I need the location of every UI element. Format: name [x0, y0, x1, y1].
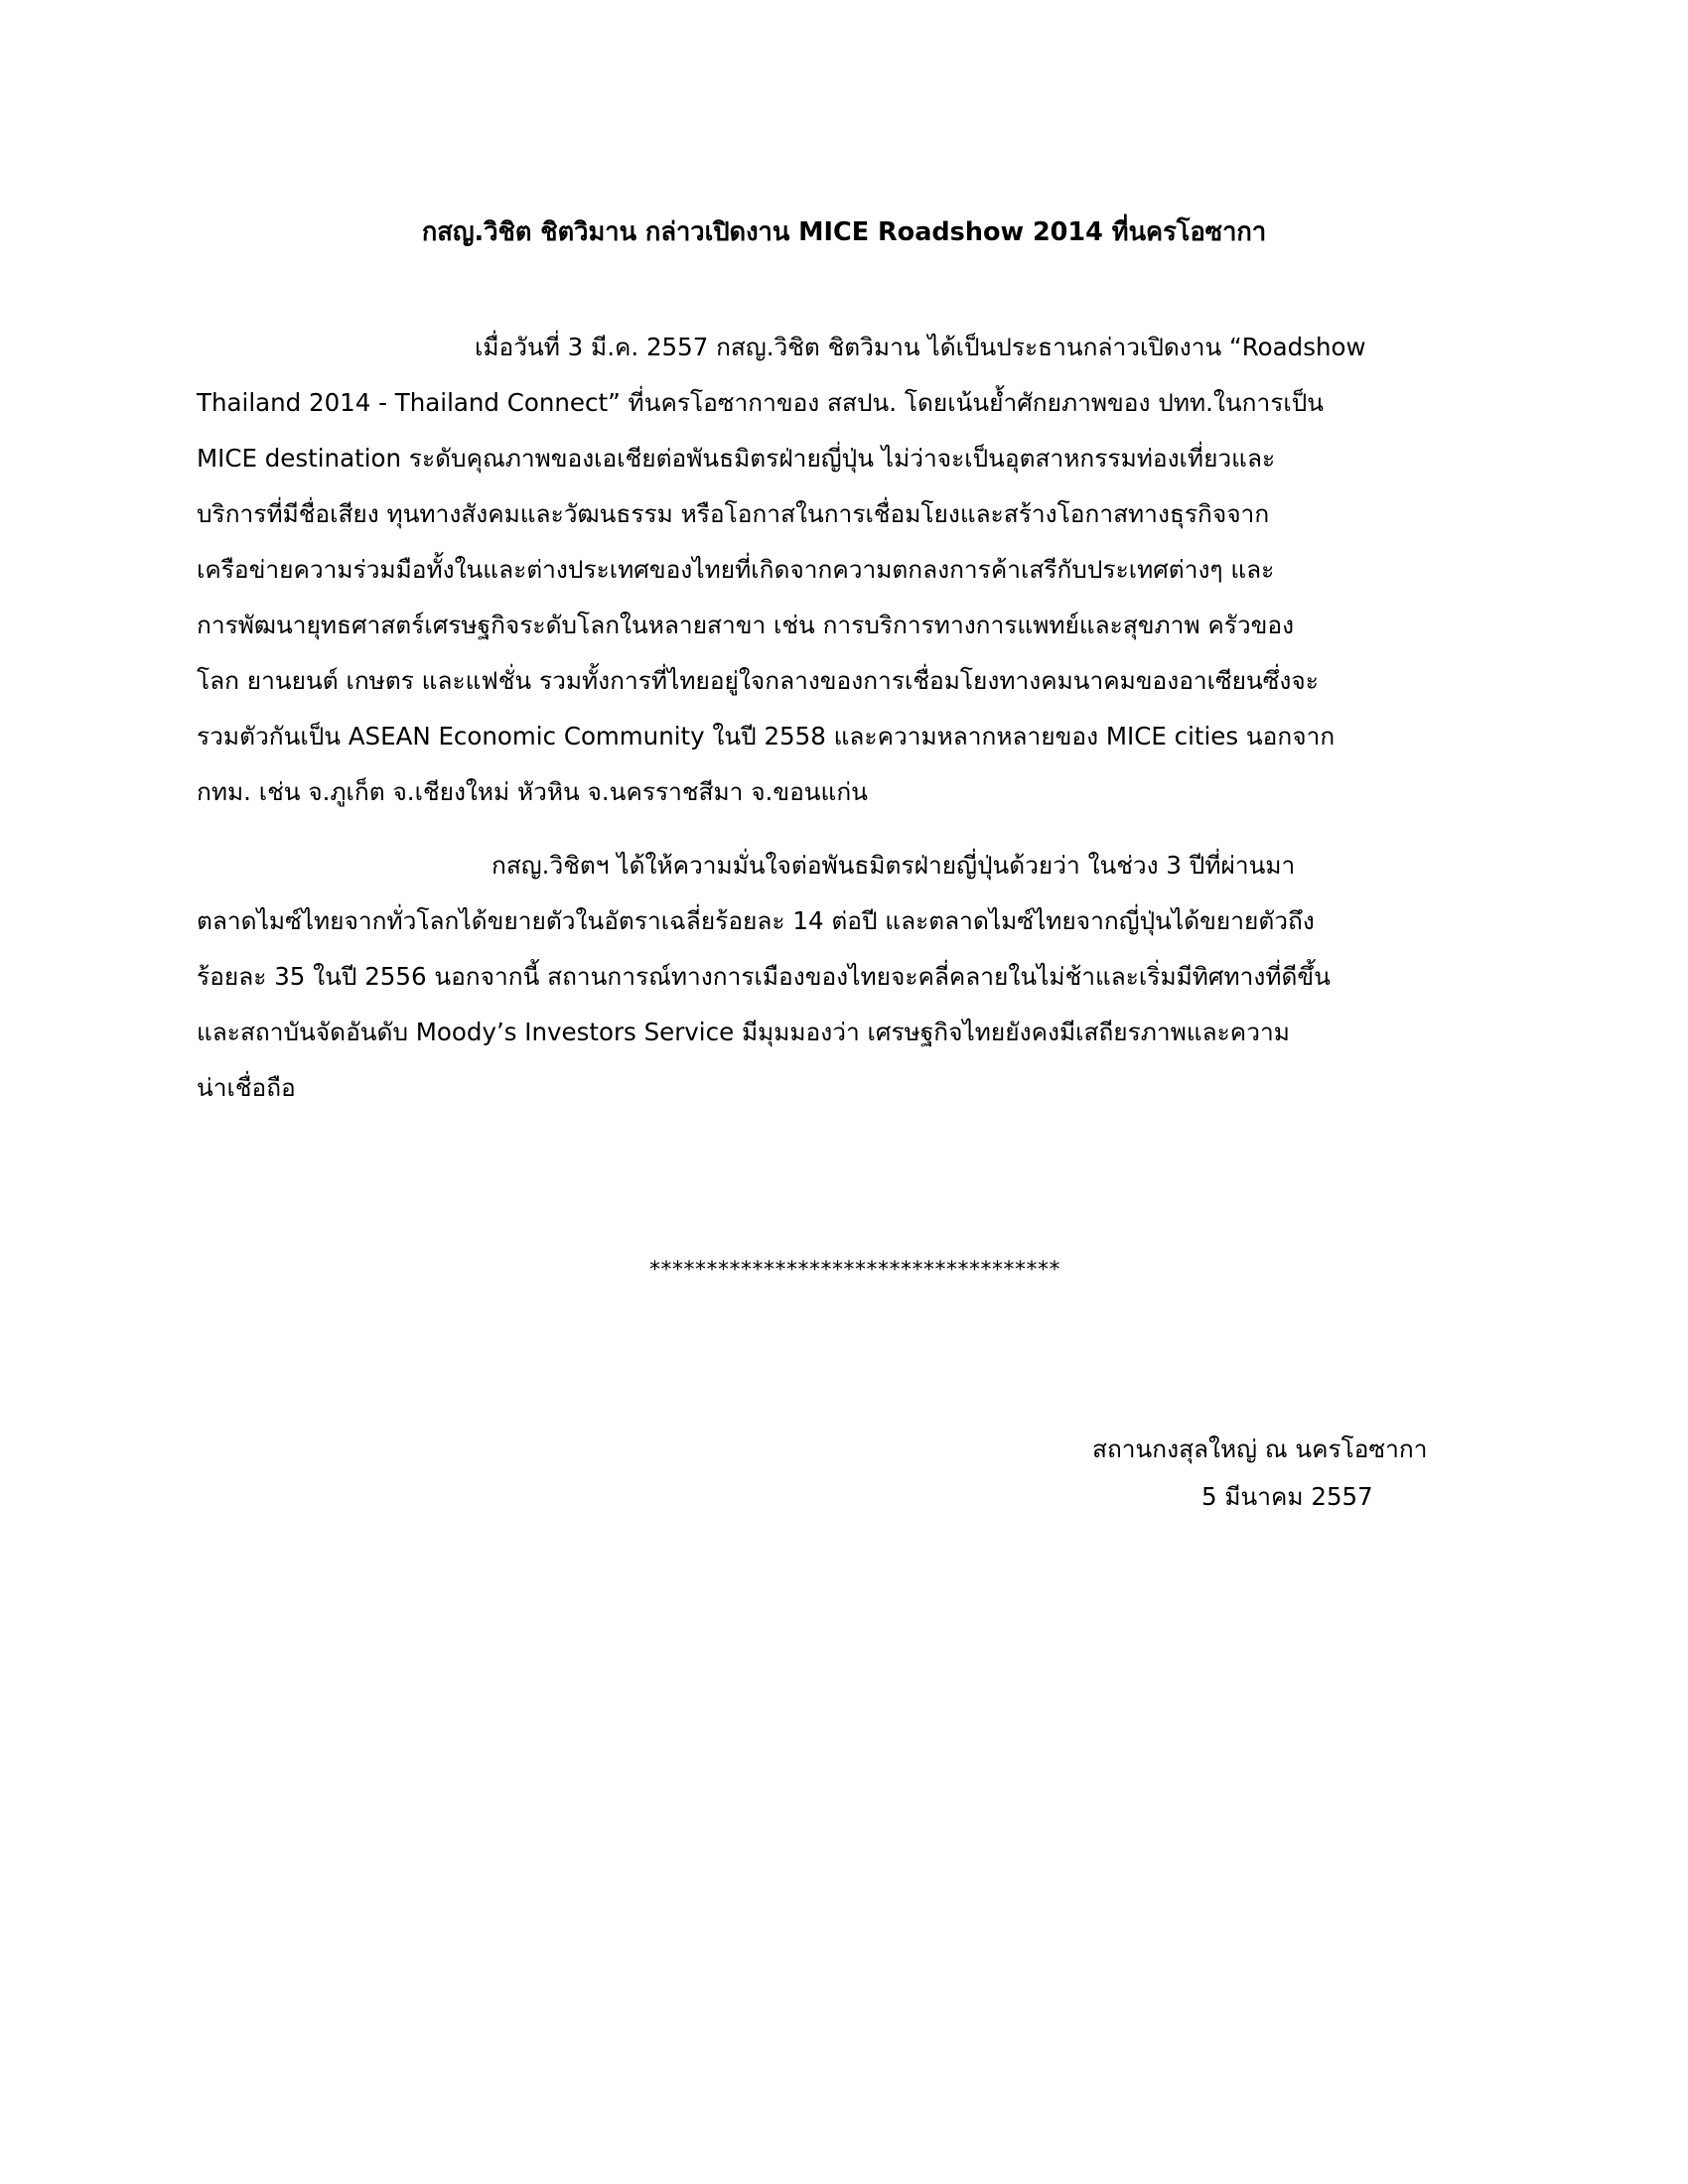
paragraph-line: กสญ.วิชิตฯ ได้ให้ความมั่นใจต่อพันธมิตรฝ่ายญี่ปุ่นด้วยว่า ในช่วง 3 ปีที่ผ่านมา: [492, 851, 1296, 880]
paragraph-line: MICE destination ระดับคุณภาพของเอเชียต่อพันธมิตรฝ่ายญี่ปุ่น ไม่ว่าจะเป็นอุตสาหกรรมท่องเที่ยวและ: [197, 444, 1276, 473]
paragraph-line: Thailand 2014 - Thailand Connect” ที่นครโอซากาของ สสปน. โดยเน้นย้ำศักยภาพของ ปทท.ในการเป็น: [197, 388, 1325, 417]
paragraph-line: น่าเชื่อถือ: [197, 1073, 296, 1102]
paragraph-line: บริการที่มีชื่อเสียง ทุนทางสังคมและวัฒนธรรม หรือโอกาสในการเชื่อมโยงและสร้างโอกาสทางธุรกิจจาก: [197, 499, 1270, 528]
paragraph-line: กทม. เช่น จ.ภูเก็ต จ.เชียงใหม่ หัวหิน จ.นครราชสีมา จ.ขอนแก่น: [197, 777, 868, 806]
signature-date: 5 มีนาคม 2557: [1201, 1482, 1373, 1511]
paragraph-line: เมื่อวันที่ 3 มี.ค. 2557 กสญ.วิชิต ชิตวิมาน ได้เป็นประธานกล่าวเปิดงาน “Roadshow: [475, 333, 1366, 361]
paragraph-line: โลก ยานยนต์ เกษตร และแฟชั่น รวมทั้งการที่ไทยอยู่ใจกลางของการเชื่อมโยงทางคมนาคมของอาเซียนซึ่งจะ: [197, 666, 1319, 695]
paragraph-line: การพัฒนายุทธศาสตร์เศรษฐกิจระดับโลกในหลายสาขา เช่น การบริการทางการแพทย์และสุขภาพ ครัวของ: [197, 611, 1295, 639]
paragraph-line: รวมตัวกันเป็น ASEAN Economic Community ในปี 2558 และความหลากหลายของ MICE cities นอกจาก: [197, 722, 1336, 751]
paragraph-line: และสถาบันจัดอันดับ Moody’s Investors Service มีมุมมองว่า เศรษฐกิจไทยยังคงมีเสถียรภาพและความ: [197, 1018, 1290, 1046]
paragraph-line: เครือข่ายความร่วมมือทั้งในและต่างประเทศของไทยที่เกิดจากความตกลงการค้าเสรีกับประเทศต่างๆ และ: [197, 555, 1275, 584]
paragraph-line: ตลาดไมซ์ไทยจากทั่วโลกได้ขยายตัวในอัตราเฉลี่ยร้อยละ 14 ต่อปี และตลาดไมซ์ไทยจากญี่ปุ่นได้ขยายตัวถึง: [197, 906, 1315, 935]
paragraph-line: ร้อยละ 35 ในปี 2556 นอกจากนี้ สถานการณ์ทางการเมืองของไทยจะคลี่คลายในไม่ช้าและเริ่มมีทิศทางที่ดีขึ้น: [197, 962, 1331, 991]
document-title: กสญ.วิชิต ชิตวิมาน กล่าวเปิดงาน MICE Roadshow 2014 ที่นครโอซากา: [421, 217, 1267, 247]
separator-stars: ************************************: [649, 1258, 1060, 1283]
signature-organization: สถานกงสุลใหญ่ ณ นครโอซากา: [1092, 1434, 1428, 1463]
